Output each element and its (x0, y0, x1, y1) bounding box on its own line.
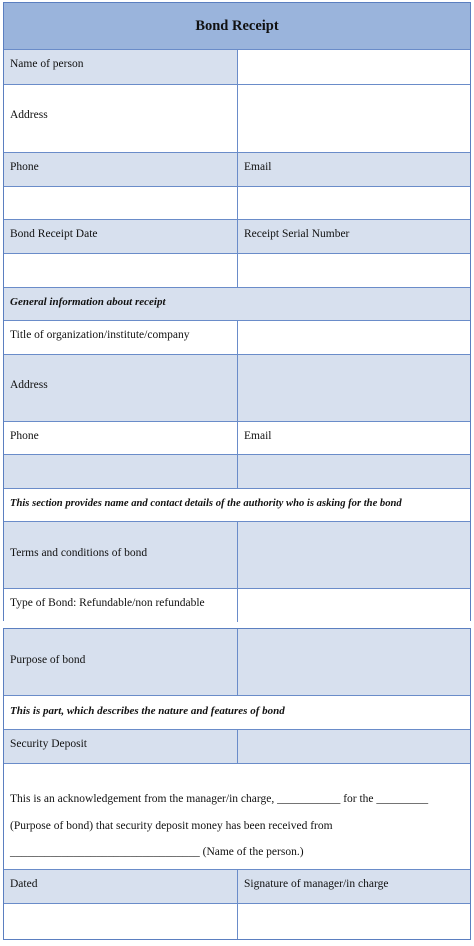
name-row (4, 50, 470, 85)
organization-phone-field[interactable] (4, 455, 238, 488)
person-address-row (4, 85, 470, 153)
signoff-input-row (4, 904, 470, 939)
organization-title-row (4, 321, 470, 355)
person-address-label: Address (10, 109, 48, 121)
bond-receipt-form-top (3, 2, 471, 621)
organization-address-label-cell (4, 355, 238, 421)
purpose-row (4, 629, 470, 696)
person-address-label-cell (4, 85, 238, 152)
signature-label: Signature of manager/in charge (244, 878, 389, 890)
organization-address-label: Address (10, 379, 48, 391)
acknowledgement-row (4, 764, 470, 870)
bond-type-field[interactable] (238, 589, 470, 622)
person-contact-input-row (4, 187, 470, 220)
person-email-field[interactable] (238, 187, 470, 219)
receipt-date-field[interactable] (4, 254, 238, 287)
nature-note-row (4, 696, 470, 730)
name-label: Name of person (10, 58, 84, 70)
bond-receipt-form-bottom (3, 628, 471, 940)
organization-address-row (4, 355, 470, 422)
security-deposit-field[interactable] (238, 730, 470, 763)
purpose-label: Purpose of bond (10, 654, 86, 666)
form-title: Bond Receipt (195, 17, 279, 34)
authority-note-row (4, 489, 470, 522)
terms-row (4, 522, 470, 589)
receipt-meta-label-row (4, 220, 470, 254)
terms-field[interactable] (238, 522, 470, 588)
terms-label-cell (4, 522, 238, 588)
organization-title-label-cell (4, 321, 238, 354)
organization-contact-input-row (4, 455, 470, 489)
security-deposit-label: Security Deposit (10, 738, 87, 750)
organization-address-field[interactable] (238, 355, 470, 421)
bond-type-row (4, 589, 470, 622)
organization-phone-label-cell (4, 422, 238, 454)
security-deposit-row (4, 730, 470, 764)
person-phone-label-cell (4, 153, 238, 186)
person-email-label-cell (238, 153, 470, 186)
bond-type-label: Type of Bond: Refundable/non refundable (10, 597, 205, 609)
acknowledgement-line-2: (Purpose of bond) that security deposit money has been received from (10, 819, 333, 832)
authority-note: This section provides name and contact details of the authority who is asking for the bond (10, 498, 402, 509)
organization-email-label: Email (244, 430, 272, 442)
dated-field[interactable] (4, 904, 238, 939)
organization-email-label-cell (238, 422, 470, 454)
person-email-label: Email (244, 161, 272, 173)
person-address-field[interactable] (238, 85, 470, 152)
receipt-serial-label: Receipt Serial Number (244, 228, 350, 240)
form-title-bar (4, 3, 470, 50)
signature-field[interactable] (238, 904, 470, 939)
nature-note-cell (4, 696, 470, 729)
general-info-heading-row (4, 288, 470, 321)
person-phone-field[interactable] (4, 187, 238, 219)
organization-phone-label: Phone (10, 430, 39, 442)
bond-type-label-cell (4, 589, 238, 622)
dated-label: Dated (10, 878, 38, 890)
organization-title-field[interactable] (238, 321, 470, 354)
signature-label-cell (238, 870, 470, 903)
receipt-serial-label-cell (238, 220, 470, 253)
receipt-serial-field[interactable] (238, 254, 470, 287)
general-info-heading-cell (4, 288, 470, 320)
organization-title-label: Title of organization/institute/company (10, 329, 190, 341)
receipt-date-label-cell (4, 220, 238, 253)
purpose-field[interactable] (238, 629, 470, 695)
purpose-label-cell (4, 629, 238, 695)
acknowledgement-line-1: This is an acknowledgement from the manager/in charge, ___________ for the _________ (10, 793, 429, 805)
organization-contact-label-row (4, 422, 470, 455)
terms-label: Terms and conditions of bond (10, 547, 148, 559)
person-contact-label-row (4, 153, 470, 187)
authority-note-cell (4, 489, 470, 521)
security-deposit-label-cell (4, 730, 238, 763)
receipt-meta-input-row (4, 254, 470, 288)
person-phone-label: Phone (10, 161, 39, 173)
name-field[interactable] (238, 50, 470, 84)
name-label-cell (4, 50, 238, 84)
acknowledgement-text (4, 764, 470, 869)
general-info-heading: General information about receipt (10, 296, 166, 308)
receipt-date-label: Bond Receipt Date (10, 228, 98, 240)
signoff-label-row (4, 870, 470, 904)
dated-label-cell (4, 870, 238, 903)
nature-note: This is part, which describes the nature and features of bond (10, 705, 285, 717)
acknowledgement-line-3: _________________________________ (Name of the person.) (10, 846, 304, 858)
organization-email-field[interactable] (238, 455, 470, 488)
